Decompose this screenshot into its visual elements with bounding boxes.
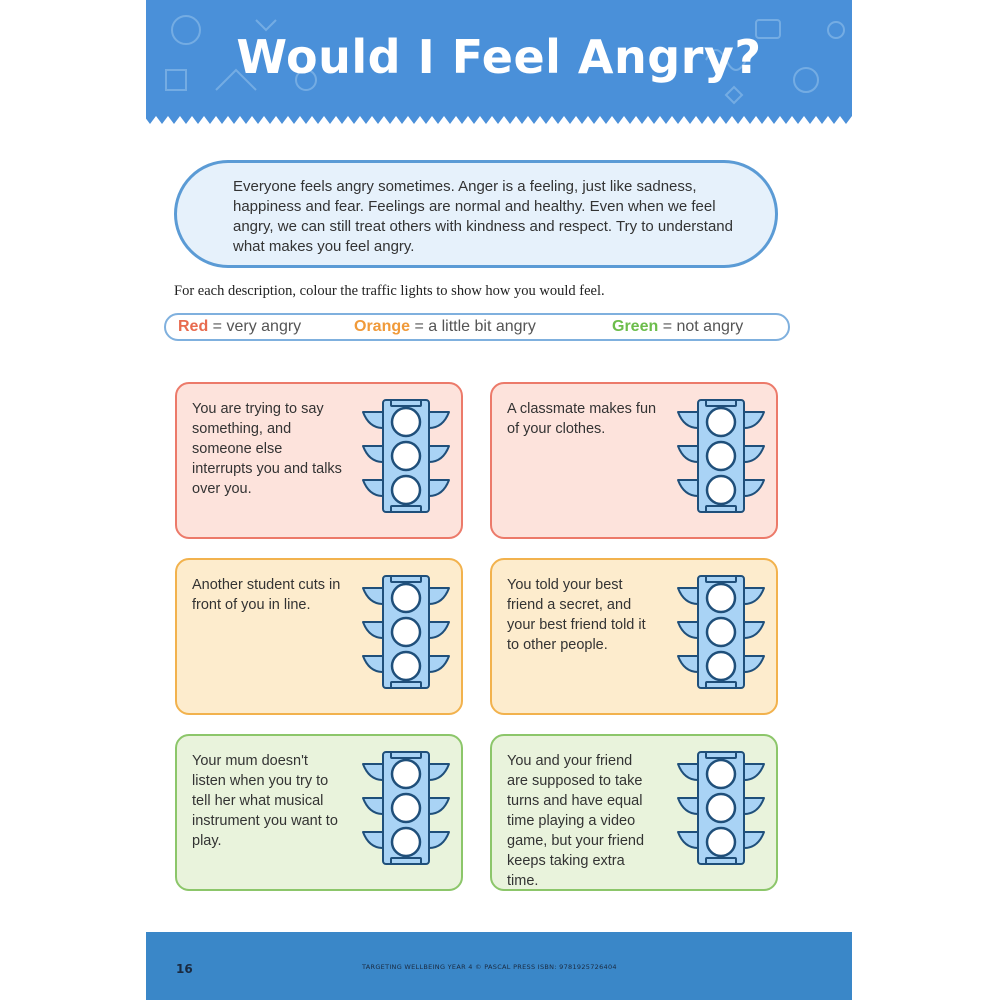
key-orange-label: Orange (354, 318, 411, 335)
scenario-card (490, 382, 778, 539)
key-green (612, 318, 743, 336)
intro-text: Everyone feels angry sometimes. Anger is a feeling, just like sadness, happiness and fear. Feelings are normal and healthy. Even when we feel angry, we can still treat others with kindness and respect. Try to understand what makes you feel angry. (233, 178, 733, 255)
scenario-text: You told your best friend a secret, and your best friend told it to other people. (507, 577, 646, 653)
page-footer (146, 932, 852, 1000)
intro-bubble (174, 160, 778, 268)
colour-key (164, 313, 790, 341)
scenario-text: Another student cuts in front of you in line. (192, 577, 341, 613)
scenario-text: A classmate makes fun of your clothes. (507, 401, 657, 437)
key-red (178, 318, 301, 336)
scenario-card (490, 558, 778, 715)
scenario-text: You are trying to say something, and someone else interrupts you and talks over you. (192, 401, 342, 497)
key-green-text: = not angry (658, 318, 744, 335)
key-red-label: Red (178, 318, 209, 335)
scenario-card (175, 734, 463, 891)
key-orange-text: = a little bit angry (410, 318, 536, 335)
traffic-light-icon[interactable] (361, 572, 451, 696)
scenario-card (175, 382, 463, 539)
worksheet-page (146, 0, 852, 1000)
traffic-light-icon[interactable] (676, 748, 766, 872)
traffic-light-icon[interactable] (361, 748, 451, 872)
traffic-light-icon[interactable] (676, 572, 766, 696)
scenario-text: You and your friend are supposed to take turns and have equal time playing a video game, but your friend keeps taking extra time. (507, 753, 645, 889)
traffic-light-icon[interactable] (676, 396, 766, 520)
key-red-text: = very angry (208, 318, 302, 335)
scenario-text: Your mum doesn't listen when you try to tell her what musical instrument you want to play. (192, 753, 338, 849)
key-orange (354, 318, 536, 336)
footer-copyright: TARGETING WELLBEING YEAR 4 © PASCAL PRESS ISBN: 9781925726404 (362, 963, 617, 971)
traffic-light-icon[interactable] (361, 396, 451, 520)
page-number: 16 (176, 962, 193, 976)
scenario-card (175, 558, 463, 715)
scenario-card (490, 734, 778, 891)
key-green-label: Green (612, 318, 659, 335)
page-title: Would I Feel Angry? (236, 30, 762, 84)
page-header (146, 0, 852, 128)
instruction-text: For each description, colour the traffic lights to show how you would feel. (174, 283, 605, 299)
